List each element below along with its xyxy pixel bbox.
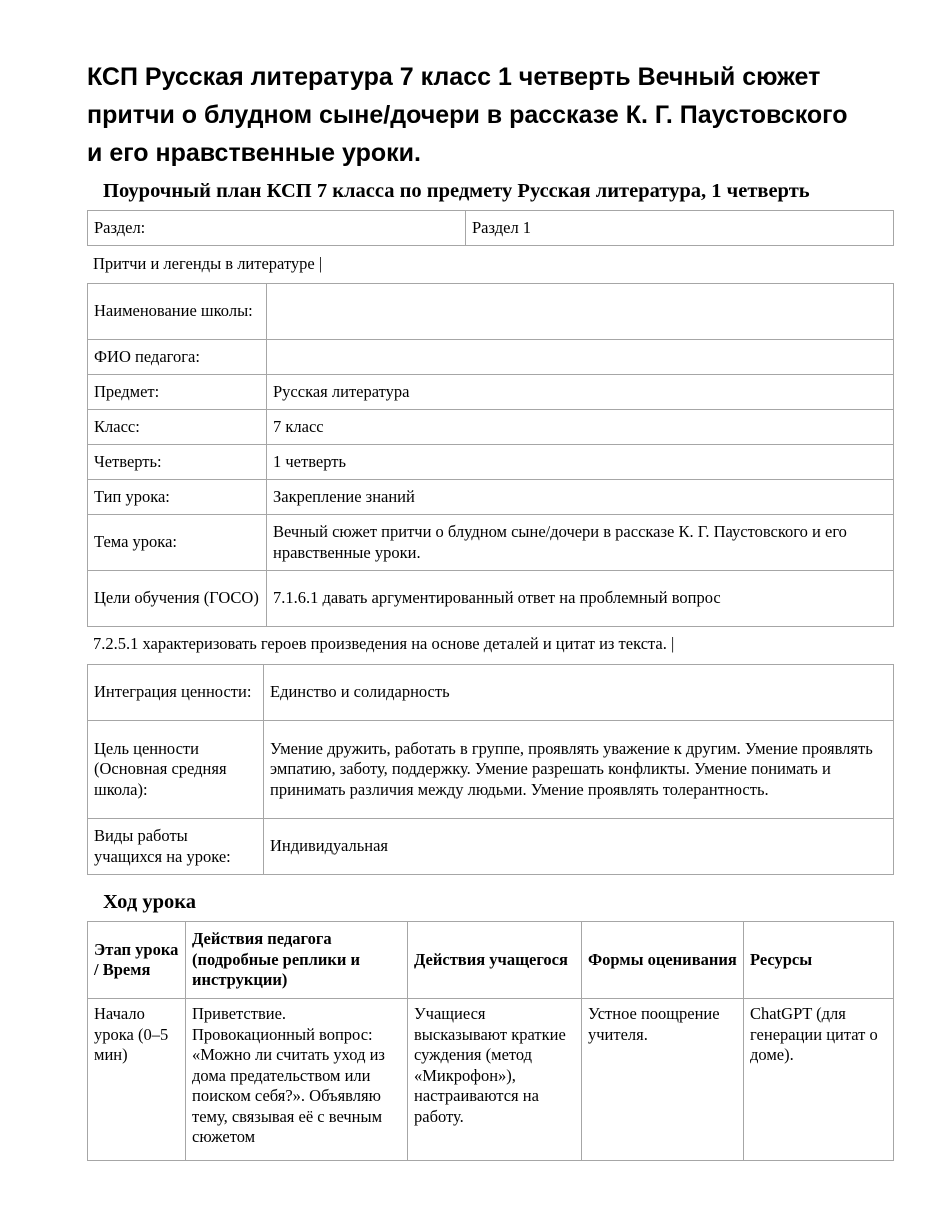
cell-student-actions: Учащиеся высказывают краткие суждения (метод «Микрофон»), настраиваются на работу.	[408, 999, 582, 1161]
info-label: Четверть:	[88, 445, 267, 480]
column-header-assessment: Формы оценивания	[582, 922, 744, 999]
info-value	[267, 340, 894, 375]
section-note: Притчи и легенды в литературе |	[93, 254, 323, 273]
info-row	[88, 571, 894, 627]
section-table	[87, 210, 894, 246]
table-row	[88, 999, 894, 1161]
values-value: Единство и солидарность	[264, 665, 894, 721]
values-row	[88, 665, 894, 721]
values-table	[87, 664, 894, 875]
goals-note: 7.2.5.1 характеризовать героев произведения на основе деталей и цитат из текста. |	[93, 634, 675, 653]
plan-heading: Поурочный план КСП 7 класса по предмету Русская литература, 1 четверть	[103, 180, 810, 202]
info-label: Наименование школы:	[88, 284, 267, 340]
info-label: Предмет:	[88, 375, 267, 410]
info-value: 1 четверть	[267, 445, 894, 480]
section-row	[88, 211, 894, 246]
section-label: Раздел:	[88, 211, 466, 246]
info-value	[267, 284, 894, 340]
info-row	[88, 375, 894, 410]
info-value: 7.1.6.1 давать аргументированный ответ на проблемный вопрос	[267, 571, 894, 627]
column-header-resources: Ресурсы	[744, 922, 894, 999]
column-header-stage: Этап урока / Время	[88, 922, 186, 999]
lesson-header-row	[88, 922, 894, 999]
info-label: Тема урока:	[88, 515, 267, 571]
document-title: КСП Русская литература 7 класс 1 четверть Вечный сюжет притчи о блудном сыне/дочери в рассказе К. Г. Паустовского и его нравственные уроки.	[87, 63, 848, 167]
cell-stage: Начало урока (0–5 мин)	[88, 999, 186, 1161]
values-label: Интеграция ценности:	[88, 665, 264, 721]
info-value: Закрепление знаний	[267, 480, 894, 515]
info-row	[88, 445, 894, 480]
info-value: 7 класс	[267, 410, 894, 445]
info-table	[87, 283, 894, 627]
info-row	[88, 515, 894, 571]
info-label: Тип урока:	[88, 480, 267, 515]
column-header-student-actions: Действия учащегося	[408, 922, 582, 999]
column-header-teacher-actions: Действия педагога (подробные реплики и инструкции)	[186, 922, 408, 999]
info-row	[88, 410, 894, 445]
values-row	[88, 819, 894, 875]
info-label: ФИО педагога:	[88, 340, 267, 375]
values-value: Умение дружить, работать в группе, проявлять уважение к другим. Умение проявлять эмпатию, заботу, поддержку. Умение разрешать конфликты. Умение понимать и принимать различия между людьми. Умение проявлять толерантность.	[264, 721, 894, 819]
info-label: Класс:	[88, 410, 267, 445]
info-label: Цели обучения (ГОСО)	[88, 571, 267, 627]
section-value: Раздел 1	[466, 211, 894, 246]
values-label: Виды работы учащихся на уроке:	[88, 819, 264, 875]
cell-assessment: Устное поощрение учителя.	[582, 999, 744, 1161]
values-row	[88, 721, 894, 819]
lesson-heading: Ход урока	[103, 891, 196, 913]
cell-teacher-actions: Приветствие. Провокационный вопрос: «Можно ли считать уход из дома предательством или поиском себя?». Объявляю тему, связывая её с вечным сюжетом	[186, 999, 408, 1161]
info-value: Русская литература	[267, 375, 894, 410]
info-row	[88, 284, 894, 340]
values-label: Цель ценности (Основная средняя школа):	[88, 721, 264, 819]
lesson-table	[87, 921, 894, 1161]
info-row	[88, 480, 894, 515]
cell-resources: ChatGPT (для генерации цитат о доме).	[744, 999, 894, 1161]
info-value: Вечный сюжет притчи о блудном сыне/дочери в рассказе К. Г. Паустовского и его нравственные уроки.	[267, 515, 894, 571]
values-value: Индивидуальная	[264, 819, 894, 875]
info-row	[88, 340, 894, 375]
